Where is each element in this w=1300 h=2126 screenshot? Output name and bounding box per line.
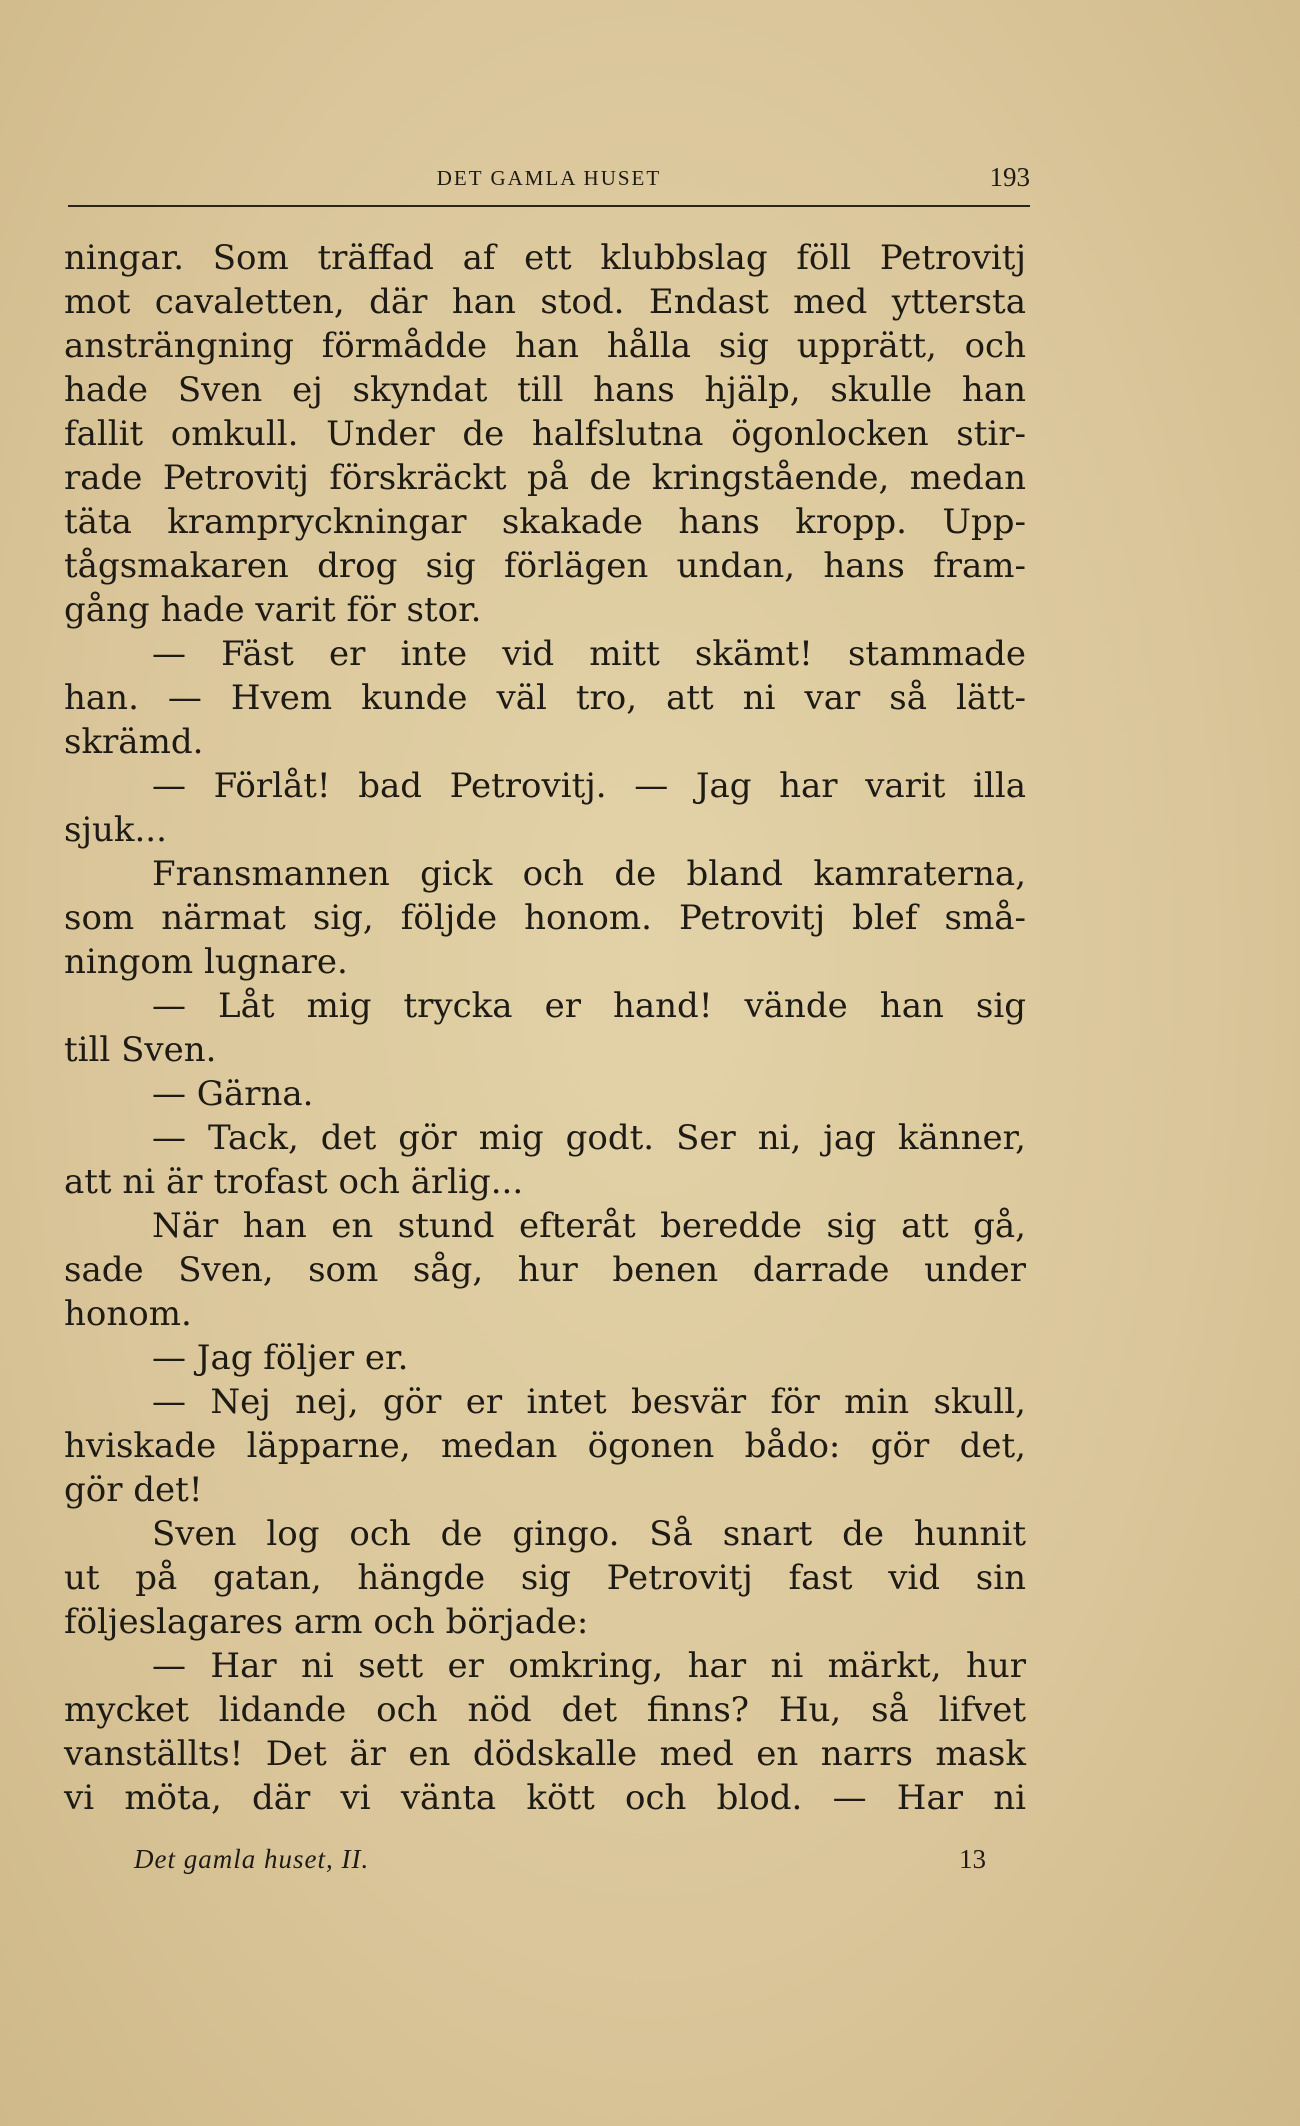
text-line: — Förlåt! bad Petrovitj. — Jag har varit illa — [152, 766, 1026, 806]
text-line: — Fäst er inte vid mitt skämt! stammade — [152, 634, 1026, 674]
text-line: gång hade varit för stor. — [64, 590, 482, 630]
text-line: följeslagares arm och började: — [64, 1602, 589, 1642]
text-line: ningom lugnare. — [64, 942, 348, 982]
text-line: skrämd. — [64, 722, 204, 762]
text-line: — Tack, det gör mig godt. Ser ni, jag känner, — [152, 1118, 1026, 1158]
text-line: honom. — [64, 1294, 192, 1334]
text-line: han. — Hvem kunde väl tro, att ni var så lätt- — [64, 678, 1026, 718]
text-line: Sven log och de gingo. Så snart de hunnit — [152, 1514, 1026, 1554]
running-title: DET GAMLA HUSET — [436, 166, 662, 190]
text-line: gör det! — [64, 1470, 203, 1510]
body-text — [64, 236, 1026, 1820]
text-line: ut på gatan, hängde sig Petrovitj fast vid sin — [64, 1558, 1026, 1598]
text-line: tågsmakaren drog sig förlägen undan, hans fram- — [64, 546, 1026, 586]
text-line: att ni är trofast och ärlig... — [64, 1162, 524, 1202]
page-number: 193 — [989, 162, 1030, 192]
text-line: vanställts! Det är en dödskalle med en narrs mask — [64, 1734, 1026, 1774]
header-rule — [68, 205, 1030, 207]
text-line: som närmat sig, följde honom. Petrovitj blef små- — [64, 898, 1026, 938]
text-line: — Jag följer er. — [152, 1338, 409, 1378]
text-line: ansträngning förmådde han hålla sig upprätt, och — [64, 326, 1026, 366]
text-line: mot cavaletten, där han stod. Endast med yttersta — [64, 282, 1026, 322]
text-line: vi möta, där vi vänta kött och blod. — Har ni — [64, 1778, 1026, 1818]
text-line: täta krampryckningar skakade hans kropp. Upp- — [64, 502, 1026, 542]
text-line: sade Sven, som såg, hur benen darrade under — [64, 1250, 1026, 1290]
text-line: hviskade läpparne, medan ögonen bådo: gör det, — [64, 1426, 1026, 1466]
text-line: sjuk... — [64, 810, 167, 850]
text-line: ningar. Som träffad af ett klubbslag föll Petrovitj — [64, 238, 1026, 278]
text-line: Fransmannen gick och de bland kamraterna, — [152, 854, 1026, 894]
text-line: — Nej nej, gör er intet besvär för min skull, — [152, 1382, 1026, 1422]
text-line: — Har ni sett er omkring, har ni märkt, hur — [152, 1646, 1026, 1686]
text-line: till Sven. — [64, 1030, 217, 1070]
text-line: — Gärna. — [152, 1074, 314, 1114]
footer-book-title: Det gamla huset, II. — [134, 1844, 370, 1874]
page-footer — [134, 1844, 986, 1884]
text-line: fallit omkull. Under de halfslutna ögonlocken stir- — [64, 414, 1026, 454]
text-line: mycket lidande och nöd det finns? Hu, så lifvet — [64, 1690, 1026, 1730]
footer-signature-mark: 13 — [959, 1844, 986, 1874]
text-line: rade Petrovitj förskräckt på de kringstående, medan — [64, 458, 1026, 498]
running-head — [68, 160, 1030, 200]
text-line: — Låt mig trycka er hand! vände han sig — [152, 986, 1026, 1026]
text-line: hade Sven ej skyndat till hans hjälp, skulle han — [64, 370, 1026, 410]
text-line: När han en stund efteråt beredde sig att gå, — [152, 1206, 1026, 1246]
